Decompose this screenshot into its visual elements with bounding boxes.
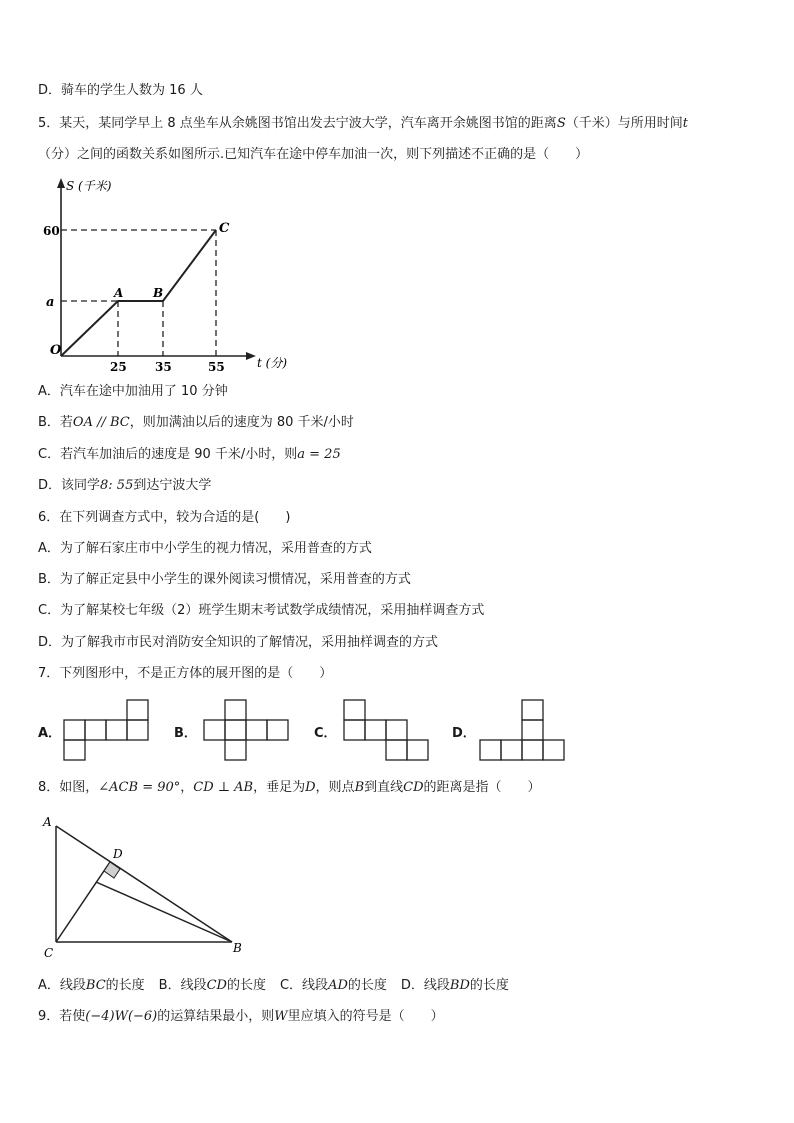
q5-option-d-suffix: 到达宁波大学 [133, 478, 212, 493]
point-d-label: D [113, 847, 123, 861]
segment-db [96, 882, 232, 942]
q9-math-w: W [274, 1009, 288, 1024]
q8-math-d: D [305, 780, 316, 795]
q5-option-c-math: a = 25 [297, 447, 341, 462]
q8-option-a-math: BC [85, 978, 106, 993]
q8-option-d-prefix: D．线段 [400, 978, 450, 993]
q7-net-d [480, 699, 570, 763]
q8-stem-sep: ， [180, 780, 194, 795]
q8-option-a [38, 978, 145, 993]
y-axis-label: S (千米) [66, 179, 112, 193]
q7-net-a [64, 699, 154, 763]
distance-polyline [61, 230, 216, 356]
point-c-label: C [219, 221, 230, 236]
q5-option-d-math: 8: 55 [100, 478, 134, 493]
q8-option-d-suffix: 的长度 [469, 978, 509, 993]
q4-option-d: D．骑车的学生人数为 16 人 [38, 83, 203, 98]
y-tick-a: a [46, 295, 55, 310]
q9-stem-mid: 的运算结果最小，则 [157, 1009, 275, 1024]
q7-label-b: B． [174, 726, 197, 741]
q5-stem-text2: （千米）与所用时间 [565, 116, 683, 131]
q5-option-b [38, 414, 354, 432]
q8-option-b-prefix: B．线段 [158, 978, 207, 993]
q5-option-d [38, 477, 211, 495]
point-a-label: A [43, 815, 52, 829]
q8-stem-mid: ，垂足为 [253, 780, 306, 795]
q8-option-d-math: BD [449, 978, 470, 993]
y-axis-arrow [57, 178, 65, 188]
point-c-label: C [44, 946, 54, 960]
q8-option-c-math: AD [328, 978, 348, 993]
q6-option-c: C．为了解某校七年级（2）班学生期末考试数学成绩情况，采用抽样调查方式 [38, 603, 485, 618]
x-tick-55: 55 [208, 360, 225, 374]
q7-net-b [204, 699, 294, 763]
q9-math-expr: (−4)W(−6) [85, 1009, 158, 1024]
q5-stem-text1: 5．某天，某同学早上 8 点坐车从余姚图书馆出发去宁波大学，汽车离开余姚图书馆的距离 [38, 116, 557, 131]
q6-option-a: A．为了解石家庄市中小学生的视力情况，采用普查的方式 [38, 541, 372, 556]
q5-distance-time-graph [40, 176, 290, 376]
q7-label-a: A． [38, 726, 62, 741]
q8-math-cd: CD [403, 780, 424, 795]
q8-option-b-math: CD [206, 978, 227, 993]
q8-option-c [280, 978, 387, 993]
segment-cd [56, 862, 110, 942]
point-b-label: B [233, 941, 242, 955]
q8-option-c-prefix: C．线段 [279, 978, 329, 993]
q5-option-b-suffix: ，则加满油以后的速度为 80 千米/小时 [129, 415, 354, 430]
q8-option-a-prefix: A．线段 [38, 978, 86, 993]
q7-label-d: D． [452, 726, 476, 741]
q5-stem-line1 [38, 115, 688, 133]
segment-ab [56, 826, 232, 942]
q6-option-b: B．为了解正定县中小学生的课外阅读习惯情况，采用普查的方式 [38, 572, 411, 587]
q8-option-d [401, 978, 509, 993]
q5-option-b-math: OA // BC [72, 415, 130, 430]
q5-option-d-prefix: D．该同学 [38, 478, 101, 493]
q7-label-c: C． [314, 726, 337, 741]
q6-stem: 6．在下列调查方式中，较为合适的是( ) [38, 510, 291, 525]
q8-triangle-figure [40, 812, 250, 962]
q5-option-c [38, 446, 341, 464]
q8-option-a-suffix: 的长度 [105, 978, 145, 993]
q8-math-angle: ∠ACB = 90° [98, 780, 181, 795]
q8-options [38, 977, 509, 995]
right-angle-mark [104, 862, 120, 878]
q8-stem-mid2: ，则点 [315, 780, 355, 795]
q8-option-c-suffix: 的长度 [347, 978, 387, 993]
point-b-label: B [153, 286, 164, 300]
q7-net-c [344, 699, 434, 763]
x-tick-25: 25 [110, 360, 127, 374]
q8-stem-prefix: 8．如图， [38, 780, 99, 795]
q9-stem-prefix: 9．若使 [38, 1009, 86, 1024]
q5-stem-line2: （分）之间的函数关系如图所示.已知汽车在途中停车加油一次，则下列描述不正确的是（ ） [38, 147, 589, 162]
q5-var-t: t [682, 116, 688, 131]
x-axis-arrow [246, 352, 256, 360]
q8-math-b: B [354, 780, 365, 795]
q9-stem-suffix: 里应填入的符号是（ ） [287, 1009, 444, 1024]
x-axis-label: t (分) [257, 356, 288, 370]
y-tick-60: 60 [43, 224, 60, 238]
origin-label: O [50, 343, 62, 358]
q6-option-d: D．为了解我市市民对消防安全知识的了解情况，采用抽样调查的方式 [38, 635, 439, 650]
q5-option-c-prefix: C．若汽车加油后的速度是 90 千米/小时，则 [38, 447, 298, 462]
q7-stem: 7．下列图形中，不是正方体的展开图的是（ ） [38, 666, 333, 681]
q8-option-b-suffix: 的长度 [226, 978, 266, 993]
q5-option-b-prefix: B．若 [38, 415, 73, 430]
point-a-label: A [114, 286, 124, 300]
q5-option-a: A．汽车在途中加油用了 10 分钟 [38, 384, 228, 399]
q8-option-b [159, 978, 266, 993]
q8-stem [38, 779, 541, 797]
q9-stem [38, 1008, 444, 1026]
q8-stem-mid3: 到直线 [364, 780, 404, 795]
q8-math-perp: CD ⊥ AB [193, 780, 254, 795]
q5-var-s: S [556, 116, 566, 131]
q8-stem-suffix: 的距离是指（ ） [423, 780, 541, 795]
x-tick-35: 35 [155, 360, 172, 374]
